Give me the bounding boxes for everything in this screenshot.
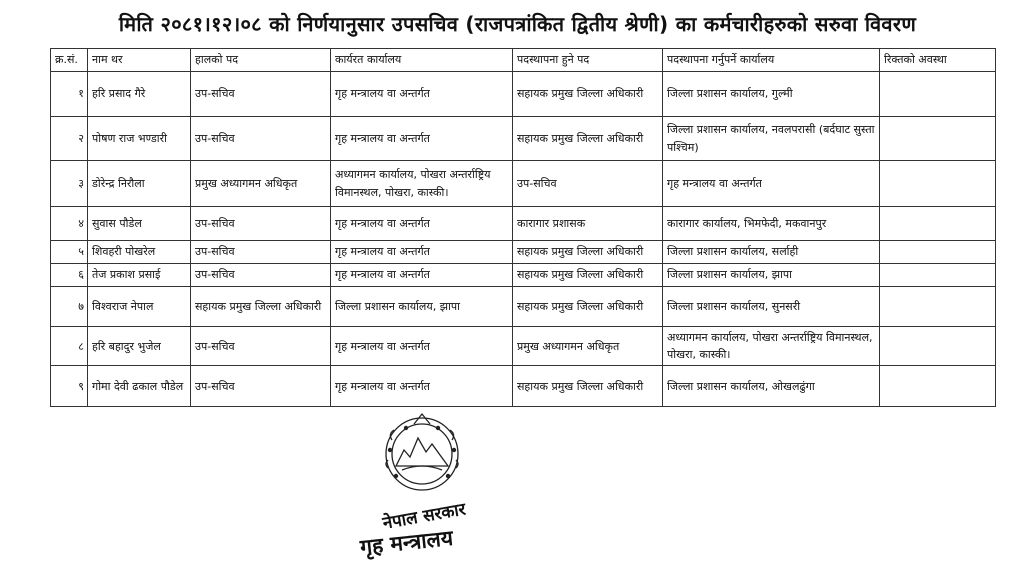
cell-new-office: जिल्ला प्रशासन कार्यालय, नवलपरासी (बर्दघाट सुस्ता पश्चिम)	[663, 117, 880, 161]
cell-current-post: सहायक प्रमुख जिल्ला अधिकारी	[191, 287, 331, 327]
table-header-row	[51, 49, 996, 72]
cell-name: शिवहरी पोखरेल	[88, 241, 191, 264]
cell-sn: ७	[51, 287, 88, 327]
cell-name: पोषण राज भण्डारी	[88, 117, 191, 161]
cell-sn: ९	[51, 366, 88, 407]
cell-name: हरि बहादुर भुजेल	[88, 327, 191, 366]
seal-text-line1: नेपाल सरकार	[381, 499, 468, 534]
cell-new-post: सहायक प्रमुख जिल्ला अधिकारी	[513, 366, 663, 407]
cell-current-post: उप-सचिव	[191, 241, 331, 264]
cell-current-post: उप-सचिव	[191, 327, 331, 366]
transfer-table	[50, 48, 996, 407]
cell-name: डोरेन्द्र निरौला	[88, 161, 191, 207]
cell-new-office: जिल्ला प्रशासन कार्यालय, सर्लाही	[663, 241, 880, 264]
cell-new-office: गृह मन्त्रालय वा अन्तर्गत	[663, 161, 880, 207]
cell-name: विश्वराज नेपाल	[88, 287, 191, 327]
cell-sn: ५	[51, 241, 88, 264]
cell-vacancy	[880, 161, 996, 207]
cell-name: गोमा देवी ढकाल पौडेल	[88, 366, 191, 407]
col-header-current-office: कार्यरत कार्यालय	[331, 49, 513, 72]
document-title: मिति २०८१।१२।०८ को निर्णयानुसार उपसचिव (राजपत्रांकित द्वितीय श्रेणी) का कर्मचारीहरुको सरुवा विवरण	[118, 12, 917, 36]
table-row	[51, 117, 996, 161]
cell-vacancy	[880, 72, 996, 117]
table-row	[51, 241, 996, 264]
cell-new-post: सहायक प्रमुख जिल्ला अधिकारी	[513, 72, 663, 117]
cell-sn: ३	[51, 161, 88, 207]
table-row	[51, 366, 996, 407]
col-header-vacancy: रिक्तको अवस्था	[880, 49, 996, 72]
cell-current-post: प्रमुख अध्यागमन अधिकृत	[191, 161, 331, 207]
cell-vacancy	[880, 207, 996, 241]
cell-current-office: गृह मन्त्रालय वा अन्तर्गत	[331, 117, 513, 161]
cell-new-office: अध्यागमन कार्यालय, पोखरा अन्तर्राष्ट्रिय विमानस्थल, पोखरा, कास्की।	[663, 327, 880, 366]
cell-vacancy	[880, 366, 996, 407]
cell-current-post: उप-सचिव	[191, 72, 331, 117]
cell-new-post: सहायक प्रमुख जिल्ला अधिकारी	[513, 287, 663, 327]
cell-name: हरि प्रसाद गैरे	[88, 72, 191, 117]
cell-current-office: अध्यागमन कार्यालय, पोखरा अन्तर्राष्ट्रिय विमानस्थल, पोखरा, कास्की।	[331, 161, 513, 207]
cell-current-office: गृह मन्त्रालय वा अन्तर्गत	[331, 264, 513, 287]
cell-sn: ६	[51, 264, 88, 287]
cell-current-post: उप-सचिव	[191, 207, 331, 241]
cell-new-post: कारागार प्रशासक	[513, 207, 663, 241]
cell-name: सुवास पौडेल	[88, 207, 191, 241]
cell-current-office: जिल्ला प्रशासन कार्यालय, झापा	[331, 287, 513, 327]
cell-current-office: गृह मन्त्रालय वा अन्तर्गत	[331, 366, 513, 407]
cell-current-office: गृह मन्त्रालय वा अन्तर्गत	[331, 72, 513, 117]
col-header-new-post: पदस्थापना हुने पद	[513, 49, 663, 72]
cell-vacancy	[880, 117, 996, 161]
cell-new-post: सहायक प्रमुख जिल्ला अधिकारी	[513, 241, 663, 264]
cell-current-post: उप-सचिव	[191, 264, 331, 287]
cell-new-office: जिल्ला प्रशासन कार्यालय, सुनसरी	[663, 287, 880, 327]
table-row	[51, 207, 996, 241]
col-header-current-post: हालको पद	[191, 49, 331, 72]
cell-new-post: उप-सचिव	[513, 161, 663, 207]
cell-vacancy	[880, 264, 996, 287]
cell-current-post: उप-सचिव	[191, 366, 331, 407]
cell-sn: ८	[51, 327, 88, 366]
cell-new-office: जिल्ला प्रशासन कार्यालय, ओखलढुंगा	[663, 366, 880, 407]
cell-current-office: गृह मन्त्रालय वा अन्तर्गत	[331, 241, 513, 264]
table-row	[51, 161, 996, 207]
cell-sn: २	[51, 117, 88, 161]
cell-sn: १	[51, 72, 88, 117]
cell-vacancy	[880, 241, 996, 264]
cell-current-post: उप-सचिव	[191, 117, 331, 161]
col-header-new-office: पदस्थापना गर्नुपर्ने कार्यालय	[663, 49, 880, 72]
cell-name: तेज प्रकाश प्रसाई	[88, 264, 191, 287]
cell-new-post: सहायक प्रमुख जिल्ला अधिकारी	[513, 264, 663, 287]
cell-current-office: गृह मन्त्रालय वा अन्तर्गत	[331, 207, 513, 241]
cell-new-office: कारागार कार्यालय, भिमफेदी, मकवानपुर	[663, 207, 880, 241]
emblem-icon	[352, 410, 492, 560]
government-seal	[352, 410, 492, 560]
table-row	[51, 287, 996, 327]
cell-new-post: प्रमुख अध्यागमन अधिकृत	[513, 327, 663, 366]
cell-vacancy	[880, 287, 996, 327]
cell-new-office: जिल्ला प्रशासन कार्यालय, गुल्मी	[663, 72, 880, 117]
table-row	[51, 72, 996, 117]
cell-new-post: सहायक प्रमुख जिल्ला अधिकारी	[513, 117, 663, 161]
cell-new-office: जिल्ला प्रशासन कार्यालय, झापा	[663, 264, 880, 287]
col-header-sn: क्र.सं.	[51, 49, 88, 72]
table-row	[51, 264, 996, 287]
col-header-name: नाम थर	[88, 49, 191, 72]
table-row	[51, 327, 996, 366]
seal-text-line2: गृह मन्त्रालय	[358, 525, 455, 560]
cell-current-office: गृह मन्त्रालय वा अन्तर्गत	[331, 327, 513, 366]
cell-vacancy	[880, 327, 996, 366]
cell-sn: ४	[51, 207, 88, 241]
